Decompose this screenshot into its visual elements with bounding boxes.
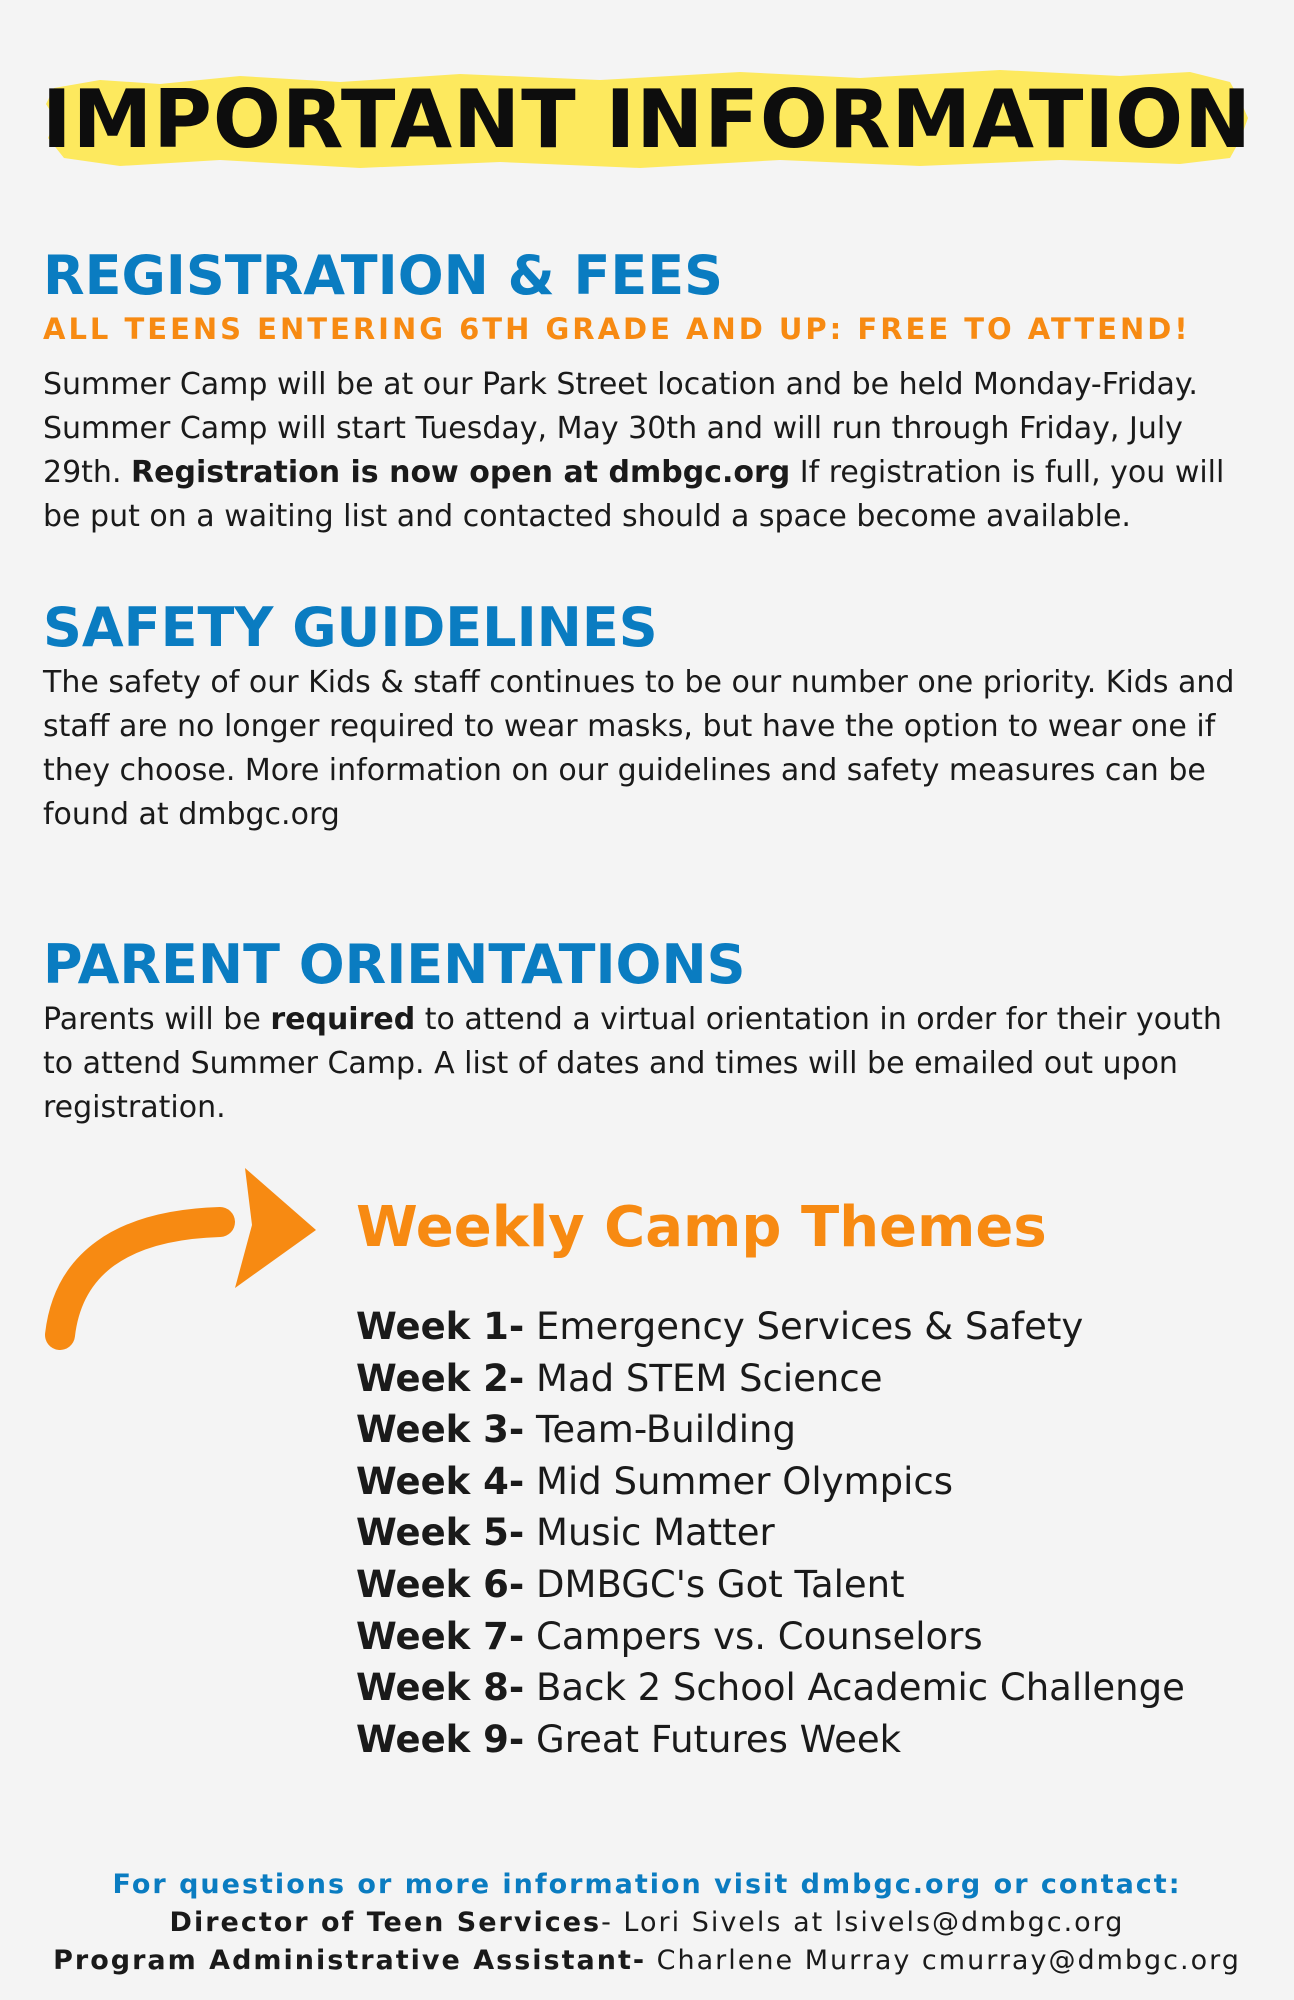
week-item — [356, 1507, 1185, 1559]
footer — [0, 1866, 1294, 1980]
week-theme: DMBGC's Got Talent — [524, 1562, 905, 1606]
page-title: IMPORTANT INFORMATION — [41, 72, 1253, 166]
week-theme: Great Futures Week — [524, 1717, 902, 1761]
week-label: Week 2- — [356, 1356, 525, 1400]
safety-section — [43, 597, 1253, 837]
registration-link-text: Registration is now open at dmbgc.org — [131, 454, 791, 490]
registration-text-part: If registration is full, you will be put on a waiting list and contacted should a space become available. — [43, 454, 1225, 534]
week-label: Week 7- — [356, 1614, 525, 1658]
week-theme: Mid Summer Olympics — [524, 1459, 953, 1503]
assistant-contact: Charlene Murray cmurray@dmbgc.org — [646, 1945, 1241, 1976]
footer-assistant-line — [0, 1942, 1294, 1980]
week-label: Week 1- — [356, 1305, 525, 1348]
safety-text: The safety of our Kids & staff continues to be our number one priority. Kids and staff are no longer required to wear masks, but have the option to wear one if they choose. More information on our guidelines and safety measures can be found at dmbgc.org — [43, 665, 1235, 833]
week-item — [356, 1611, 1185, 1663]
week-item — [356, 1456, 1185, 1508]
themes-list — [356, 1301, 1185, 1765]
week-theme: Emergency Services & Safety — [524, 1305, 1084, 1348]
week-item — [356, 1714, 1185, 1766]
week-theme: Campers vs. Counselors — [524, 1614, 983, 1658]
assistant-label: Program Administrative Assistant- — [53, 1945, 647, 1976]
week-label: Week 4- — [356, 1459, 525, 1503]
orientation-section — [43, 934, 1253, 1130]
week-item — [356, 1301, 1185, 1353]
week-theme: Team-Building — [524, 1408, 796, 1452]
week-label: Week 9- — [356, 1717, 525, 1761]
director-label: Director of Teen Services — [169, 1907, 602, 1938]
orientation-text-part: Parents will be — [43, 1002, 271, 1038]
week-item — [356, 1353, 1185, 1405]
registration-text — [43, 363, 1253, 539]
orientation-text-part: to attend a virtual orientation in order for their youth to attend Summer Camp. A list of dates and times will be emailed out upon registration. — [43, 1002, 1222, 1126]
orientation-bold-text: required — [270, 1002, 416, 1038]
week-label: Week 6- — [356, 1562, 525, 1606]
orientation-text — [43, 998, 1253, 1130]
week-item — [356, 1559, 1185, 1611]
week-label: Week 8- — [356, 1666, 525, 1710]
footer-director-line — [0, 1904, 1294, 1942]
week-label: Week 5- — [356, 1511, 525, 1555]
footer-info-line: For questions or more information visit dmbgc.org or contact: — [112, 1869, 1182, 1900]
director-contact: - Lori Sivels at lsivels@dmbgc.org — [601, 1907, 1125, 1938]
title-banner — [40, 60, 1254, 178]
safety-heading: SAFETY GUIDELINES — [43, 596, 658, 659]
week-label: Week 3- — [356, 1408, 525, 1452]
registration-subheading: ALL TEENS ENTERING 6TH GRADE AND UP: FREE TO ATTEND! — [43, 312, 1191, 347]
week-item — [356, 1404, 1185, 1456]
themes-heading: Weekly Camp Themes — [356, 1195, 1047, 1260]
registration-text-part: Summer Camp will be at our Park Street location and be held Monday-Friday. Summer Camp will start Tuesday, May 30th and will run through Friday, July 29th. — [43, 366, 1198, 490]
week-theme: Mad STEM Science — [524, 1356, 883, 1400]
orientation-heading: PARENT ORIENTATIONS — [43, 933, 746, 996]
week-theme: Back 2 School Academic Challenge — [524, 1666, 1185, 1710]
week-theme: Music Matter — [524, 1511, 775, 1555]
week-item — [356, 1662, 1185, 1714]
curved-arrow-icon — [40, 1160, 330, 1350]
registration-section — [43, 245, 1253, 539]
registration-heading: REGISTRATION & FEES — [43, 244, 724, 307]
